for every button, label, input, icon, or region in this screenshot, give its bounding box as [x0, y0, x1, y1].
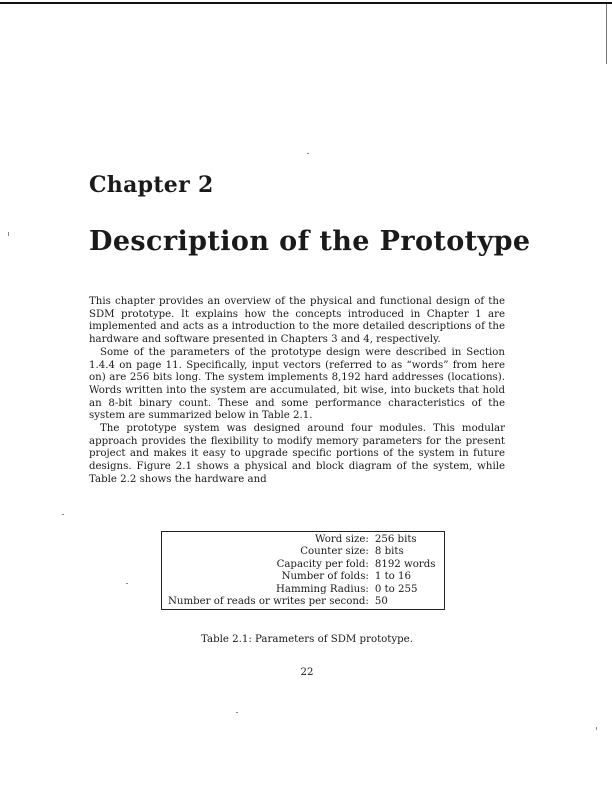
chapter-label: Chapter 2 — [89, 172, 214, 198]
table-caption: Table 2.1: Parameters of SDM prototype. — [201, 634, 413, 645]
table-row — [162, 584, 445, 596]
page-right-edge-mark — [606, 4, 607, 64]
parameter-label: Number of reads or writes per second: — [168, 596, 369, 608]
parameters-table — [161, 531, 445, 610]
parameter-label: Counter size: — [300, 546, 369, 558]
parameter-label: Capacity per fold: — [276, 558, 369, 570]
table-row — [162, 546, 445, 558]
table-row — [162, 571, 445, 583]
body-text — [89, 296, 505, 487]
parameter-label: Number of folds: — [281, 571, 369, 583]
scan-speck — [62, 514, 64, 515]
parameter-value: 8192 words — [374, 558, 436, 570]
scan-speck — [236, 712, 238, 713]
scan-speck — [596, 727, 597, 730]
parameter-value: 50 — [374, 596, 388, 608]
scan-speck — [307, 153, 309, 154]
parameter-value: 8 bits — [374, 546, 404, 558]
parameter-value: 0 to 255 — [374, 583, 418, 595]
paragraph: This chapter provides an overview of the physical and functional design of the SDM prototype. It explains how the concepts introduced in Chapter 1 are implemented and acts as a introduction to the more detailed descriptions of the hardware and software presented in Chapters 3 and 4, respectively. — [89, 296, 505, 346]
parameter-label: Hamming Radius: — [276, 583, 369, 595]
parameter-value: 1 to 16 — [374, 571, 412, 583]
paragraph: The prototype system was designed around four modules. This modular approach provides the flexibility to modify memory parameters for the present project and makes it easy to upgrade specific portions of the system in future designs. Figure 2.1 shows a physical and block diagram of the system, while Table 2.2 shows the hardware and — [89, 423, 505, 485]
paragraph: Some of the parameters of the prototype design were described in Section 1.4.4 on page 11. Specifically, input vectors (referred to as “words” from here on) are 256 bits long. The system implements 8,192 hard addresses (locations). Words written into the system are accumulated, bit wise, into buckets that hold an 8-bit binary count. These and some performance characteristics of the system are summarized below in Table 2.1. — [89, 346, 505, 422]
page-top-edge-line — [0, 2, 612, 4]
chapter-title: Description of the Prototype — [89, 226, 531, 257]
parameter-label: Word size: — [315, 534, 369, 545]
scan-speck — [8, 232, 9, 236]
scan-speck — [126, 583, 128, 584]
table-row — [162, 596, 445, 610]
parameter-value: 256 bits — [374, 534, 417, 545]
page-number: 22 — [300, 667, 314, 678]
table-row — [162, 532, 445, 547]
table-row — [162, 559, 445, 571]
